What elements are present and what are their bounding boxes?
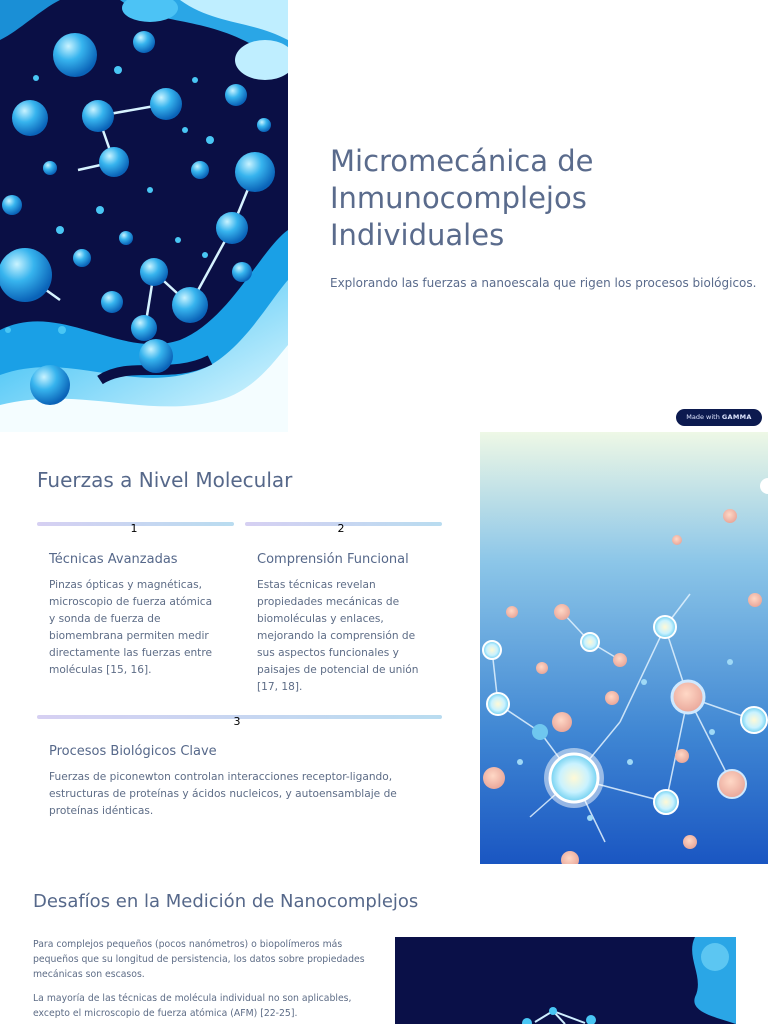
badge-prefix: Made with (686, 413, 720, 421)
challenge-paragraph-2: La mayoría de las técnicas de molécula individual no son aplicables, excepto el microscopio de fuerza atómica (AFM) [22-25]. (33, 993, 352, 1019)
card-number-1: 1 (130, 522, 138, 535)
card-number-2: 2 (337, 522, 345, 535)
made-with-gamma-badge[interactable] (676, 409, 762, 426)
molecules-illustration (0, 0, 288, 432)
molecular-network-illustration (480, 432, 768, 864)
badge-brand: GAMMA (721, 413, 752, 421)
card-text-2: Estas técnicas revelan propiedades mecánicas de biomoléculas y enlaces, mejorando la comprensión de sus aspectos funcionales y paisajes de potencial de unión [17, 18]. (257, 579, 419, 693)
molecular-network-image (480, 432, 768, 864)
card-number-3: 3 (233, 715, 241, 728)
page-subtitle: Explorando las fuerzas a nanoescala que rigen los procesos biológicos. (330, 276, 757, 290)
card-heading-2: Comprensión Funcional (257, 552, 409, 567)
card-heading-3: Procesos Biológicos Clave (49, 744, 217, 759)
card-text-1: Pinzas ópticas y magnéticas, microscopio de fuerza atómica y sonda de fuerza de biomembrana permiten medir directamente las fuerzas entre moléculas [15, 16]. (49, 579, 213, 676)
challenge-paragraph-1: Para complejos pequeños (pocos nanómetros) o biopolímeros más pequeños que su longitud de persistencia, los datos sobre propiedades mecánicas son escasos. (33, 939, 365, 980)
molecules-illustration (395, 937, 736, 1024)
page-title: Micromecánica de Inmunocomplejos Individuales (330, 144, 594, 252)
section-title-challenges: Desafíos en la Medición de Nanocomplejos (33, 891, 419, 912)
card-text-3: Fuerzas de piconewton controlan interacciones receptor-ligando, estructuras de proteínas y ácidos nucleicos, y autoensamblaje de proteínas idénticas. (49, 771, 397, 817)
section-title-forces: Fuerzas a Nivel Molecular (37, 468, 293, 492)
challenges-image (395, 937, 736, 1024)
hero-molecules-image (0, 0, 288, 432)
card-heading-1: Técnicas Avanzadas (49, 552, 178, 567)
